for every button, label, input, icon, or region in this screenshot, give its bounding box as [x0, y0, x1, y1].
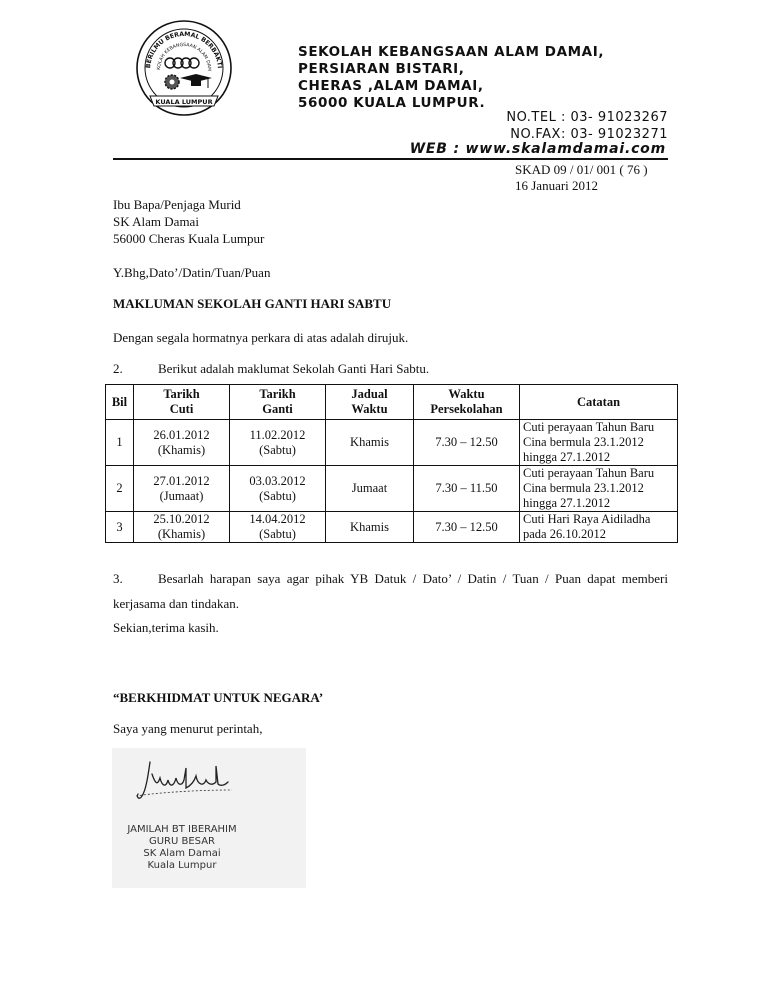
cell-bil: 2 [106, 466, 134, 512]
address-line: 56000 KUALA LUMPUR. [298, 95, 486, 111]
address-line: CHERAS ,ALAM DAMAI, [298, 78, 484, 94]
website: WEB : www.skalamdamai.com [409, 141, 666, 157]
school-name: SEKOLAH KEBANGSAAN ALAM DAMAI, [298, 44, 605, 60]
recipient-line: 56000 Cheras Kuala Lumpur [113, 231, 265, 246]
contact-block [506, 109, 668, 143]
column-header: Bil [106, 385, 134, 420]
closing-text: Sekian,terima kasih. [113, 620, 219, 635]
cell-tarikh-cuti: 26.01.2012 (Khamis) [134, 420, 230, 466]
cell-jadual-waktu: Khamis [326, 512, 414, 543]
column-header: Waktu Persekolahan [414, 385, 520, 420]
recipient-address [113, 196, 264, 247]
signatory-title: GURU BESAR [148, 836, 215, 847]
table-row [106, 466, 678, 512]
phone-number: NO.TEL : 03- 91023267 [506, 110, 668, 125]
signatory-name: JAMILAH BT IBERAHIM [127, 824, 237, 835]
cell-waktu-persekolahan: 7.30 – 12.50 [414, 512, 520, 543]
recipient-line: Ibu Bapa/Penjaga Murid [113, 197, 241, 212]
paragraph-2: Berikut adalah maklumat Sekolah Ganti Hari Sabtu. [158, 361, 430, 376]
table-row [106, 512, 678, 543]
cell-jadual-waktu: Khamis [326, 420, 414, 466]
column-header: Jadual Waktu [326, 385, 414, 420]
paragraph-3-line-1: Besarlah harapan saya agar pihak YB Datuk / Dato’ / Datin / Tuan / Puan dapat memberi [158, 571, 668, 586]
fax-number: NO.FAX: 03- 91023271 [510, 127, 668, 142]
logo-school-text: KOLAH KEBANGSAAN ALAM DAM [156, 42, 212, 72]
logo-motto-text: BERILMU BERAMAL BERBAKTI [144, 30, 223, 69]
signature-scribble [132, 756, 242, 806]
cell-catatan: Cuti perayaan Tahun Baru Cina bermula 23.1.2012 hingga 27.1.2012 [520, 420, 678, 466]
table-row [106, 420, 678, 466]
cell-bil: 3 [106, 512, 134, 543]
paragraph-3-line-2: kerjasama dan tindakan. [113, 596, 239, 611]
schedule-table [105, 384, 678, 543]
cell-bil: 1 [106, 420, 134, 466]
header-divider [113, 158, 668, 160]
reference-number: SKAD 09 / 01/ 001 ( 76 ) [515, 162, 648, 177]
signatory-city: Kuala Lumpur [147, 860, 217, 871]
cell-waktu-persekolahan: 7.30 – 11.50 [414, 466, 520, 512]
paragraph-3-number: 3. [113, 571, 123, 586]
cell-tarikh-ganti: 03.03.2012 (Sabtu) [230, 466, 326, 512]
cell-catatan: Cuti perayaan Tahun Baru Cina bermula 23.1.2012 hingga 27.1.2012 [520, 466, 678, 512]
cell-jadual-waktu: Jumaat [326, 466, 414, 512]
letter-date: 16 Januari 2012 [515, 178, 599, 193]
paragraph-2-number: 2. [113, 361, 123, 376]
cell-tarikh-ganti: 11.02.2012 (Sabtu) [230, 420, 326, 466]
recipient-line: SK Alam Damai [113, 214, 199, 229]
school-logo [134, 18, 234, 118]
letter-subject: MAKLUMAN SEKOLAH GANTI HARI SABTU [113, 296, 392, 311]
signatory-school: SK Alam Damai [143, 848, 221, 859]
table-header-row [106, 385, 678, 420]
signature-block [112, 824, 252, 872]
column-header: Tarikh Ganti [230, 385, 326, 420]
reference-block [515, 162, 648, 194]
cell-tarikh-ganti: 14.04.2012 (Sabtu) [230, 512, 326, 543]
school-address [298, 44, 604, 112]
column-header: Catatan [520, 385, 678, 420]
cell-tarikh-cuti: 25.10.2012 (Khamis) [134, 512, 230, 543]
paragraph-1: Dengan segala hormatnya perkara di atas adalah dirujuk. [113, 330, 409, 345]
cell-tarikh-cuti: 27.01.2012 (Jumaat) [134, 466, 230, 512]
signoff-text: Saya yang menurut perintah, [113, 721, 263, 736]
svg-text:BERILMU BERAMAL BERBAKTI [145, 31, 223, 69]
motto: “BERKHIDMAT UNTUK NEGARA’ [113, 690, 324, 705]
cell-catatan: Cuti Hari Raya Aidiladha pada 26.10.2012 [520, 512, 678, 543]
cell-waktu-persekolahan: 7.30 – 12.50 [414, 420, 520, 466]
column-header: Tarikh Cuti [134, 385, 230, 420]
logo-city-text: KUALA LUMPUR [155, 98, 213, 106]
signature-stamp [112, 748, 306, 888]
address-line: PERSIARAN BISTARI, [298, 61, 465, 77]
salutation: Y.Bhg,Dato’/Datin/Tuan/Puan [113, 265, 271, 280]
